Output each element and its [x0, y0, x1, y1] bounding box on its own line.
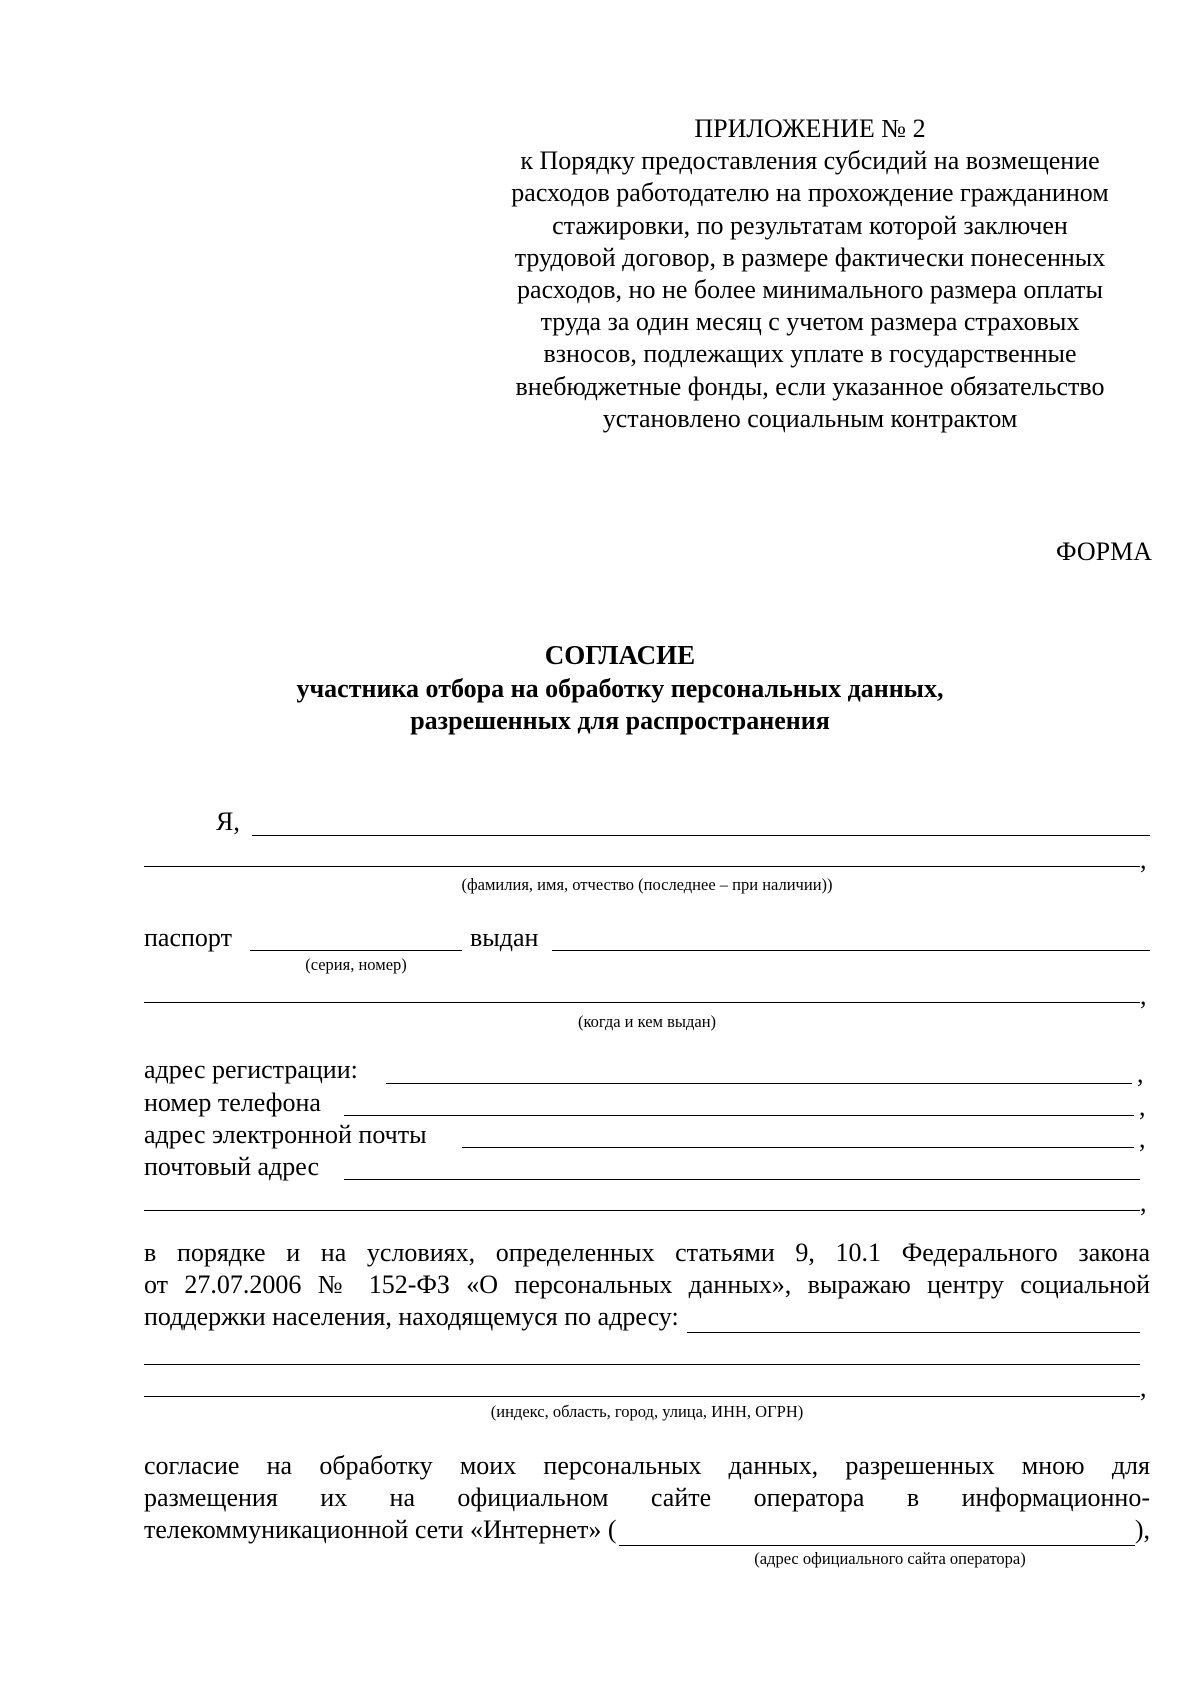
comma: ,	[1139, 1124, 1146, 1153]
passport-label: паспорт	[144, 923, 232, 952]
operator-website-field[interactable]	[619, 1519, 1135, 1546]
email-label: адрес электронной почты	[144, 1120, 427, 1149]
passport-issued-field-continuation[interactable]	[144, 1002, 1140, 1003]
registration-address-label: адрес регистрации:	[144, 1055, 358, 1084]
law-paragraph-line: поддержки населения, находящемуся по адресу:	[144, 1302, 679, 1331]
appendix-line: установлено социальным контрактом	[602, 403, 1018, 433]
appendix-line: внебюджетные фонды, если указанное обязательство	[515, 371, 1105, 401]
appendix-line: трудовой договор, в размере фактически понесенных	[514, 242, 1106, 272]
passport-series-number-field[interactable]	[250, 950, 462, 951]
issued-label: выдан	[470, 923, 539, 952]
document-title	[250, 637, 990, 737]
email-field[interactable]	[462, 1147, 1134, 1148]
appendix-line: расходов работодателю на прохождение гражданином	[511, 178, 1109, 208]
postal-address-label: почтовый адрес	[144, 1152, 319, 1181]
law-paragraph-line: от 27.07.2006 № 152-ФЗ «О персональных данных», выражаю центру социальной	[144, 1270, 1150, 1299]
appendix-line: стажировки, по результатам которой заключен	[552, 210, 1068, 240]
center-address-caption: (индекс, область, город, улица, ИНН, ОГРН)	[490, 1402, 804, 1421]
full-name-field[interactable]	[252, 835, 1150, 836]
postal-address-field[interactable]	[344, 1179, 1140, 1180]
comma: ,	[1140, 1188, 1147, 1217]
form-label: ФОРМА	[1056, 537, 1152, 566]
center-address-field[interactable]	[687, 1306, 1140, 1333]
appendix-line: взносов, подлежащих уплате в государственные	[543, 339, 1077, 369]
comma: ,	[1140, 845, 1147, 874]
appendix-line: к Порядку предоставления субсидий на возмещение	[520, 146, 1100, 176]
consent-paragraph-line: размещения их на официальном сайте оператора в информационно-	[144, 1483, 1150, 1512]
consent-paragraph-line: телекоммуникационной сети «Интернет» (	[144, 1515, 617, 1544]
comma: ,	[1140, 981, 1147, 1010]
center-address-field-continuation[interactable]	[144, 1396, 1140, 1397]
full-name-caption: (фамилия, имя, отчество (последнее – при наличии))	[461, 875, 833, 894]
passport-issued-field[interactable]	[552, 950, 1150, 951]
law-paragraph	[144, 1237, 1150, 1333]
phone-field[interactable]	[344, 1115, 1134, 1116]
consent-paragraph-line: согласие на обработку моих персональных данных, разрешенных мною для	[144, 1451, 1150, 1480]
issued-caption: (когда и кем выдан)	[577, 1012, 717, 1031]
comma: ,	[1139, 1092, 1146, 1121]
registration-address-field[interactable]	[386, 1083, 1132, 1084]
operator-website-caption: (адрес официального сайта оператора)	[754, 1549, 1026, 1568]
consent-paragraph	[144, 1450, 1150, 1546]
appendix-line: труда за один месяц с учетом размера страховых	[540, 307, 1080, 337]
title-subtitle: разрешенных для распространения	[410, 706, 830, 735]
title-main: СОГЛАСИЕ	[544, 640, 696, 670]
center-address-field-continuation[interactable]	[144, 1364, 1140, 1365]
closing-paren: ),	[1134, 1515, 1150, 1544]
title-subtitle: участника отбора на обработку персональных данных,	[296, 674, 944, 703]
appendix-line: расходов, но не более минимального размера оплаты	[517, 275, 1103, 305]
i-label: Я,	[216, 807, 240, 836]
phone-label: номер телефона	[144, 1088, 321, 1117]
law-paragraph-line: в порядке и на условиях, определенных статьями 9, 10.1 Федерального закона	[144, 1238, 1150, 1267]
comma: ,	[1137, 1059, 1144, 1088]
full-name-field-continuation[interactable]	[144, 866, 1140, 867]
comma: ,	[1140, 1373, 1147, 1402]
series-number-caption: (серия, номер)	[305, 955, 407, 974]
appendix-title: ПРИЛОЖЕНИЕ № 2	[694, 114, 926, 143]
appendix-header	[470, 113, 1150, 435]
postal-address-field-continuation[interactable]	[144, 1210, 1140, 1211]
